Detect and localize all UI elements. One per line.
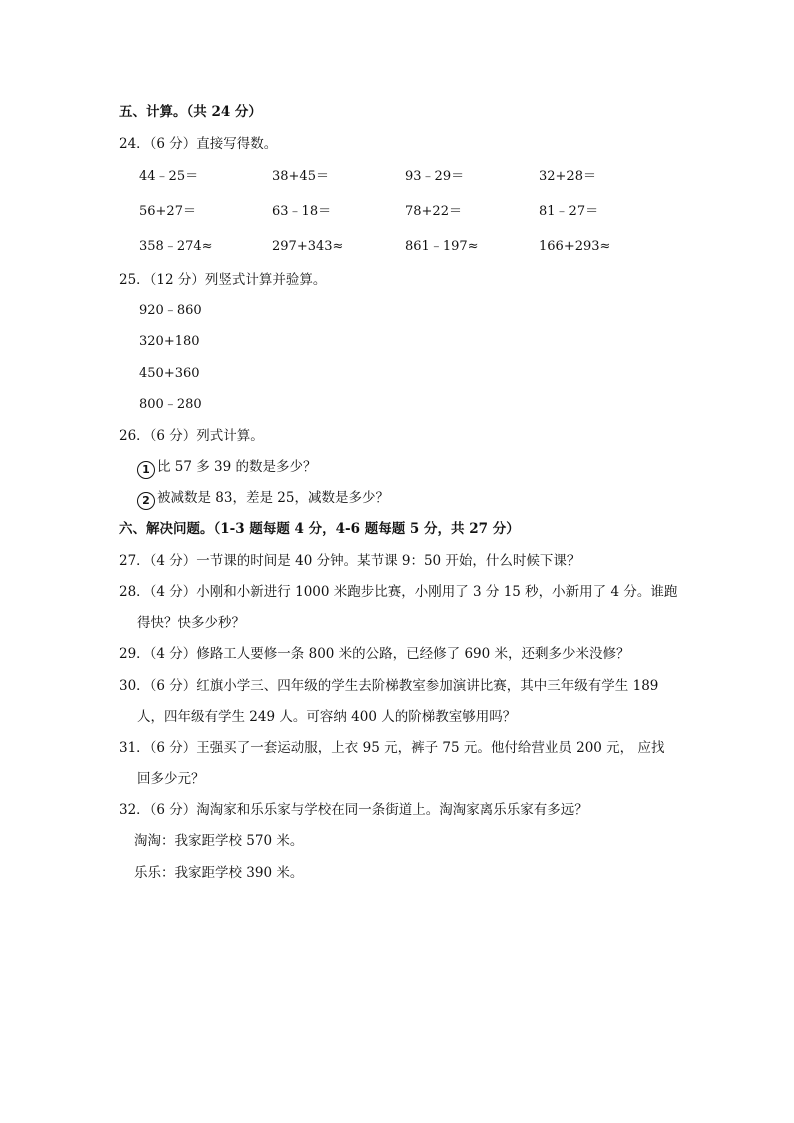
question-32-lele: 乐乐：我家距学校 390 米。	[134, 865, 304, 881]
calc-item: 38+45＝	[272, 169, 329, 184]
question-31-line-1: 31．（6 分）王强买了一套运动服，上衣 95 元，裤子 75 元。他付给营业员 200 元， 应找	[119, 740, 665, 756]
calc-item: 93﹣29＝	[405, 169, 465, 184]
vertical-calc-item: 450+360	[139, 366, 200, 381]
calc-item: 44﹣25＝	[139, 169, 199, 184]
question-25-stem: 25．（12 分）列竖式计算并验算。	[119, 272, 327, 288]
section-5-heading: 五、计算。（共 24 分）	[119, 104, 262, 120]
calc-item: 78+22＝	[405, 204, 462, 219]
question-32-stem: 32．（6 分）淘淘家和乐乐家与学校在同一条街道上。淘淘家离乐乐家有多远？	[119, 802, 588, 818]
calc-item: 81﹣27＝	[539, 204, 599, 219]
calc-item: 63﹣18＝	[272, 204, 332, 219]
section-6-heading: 六、解决问题。（1-3 题每题 4 分，4-6 题每题 5 分，共 27 分）	[119, 521, 520, 537]
circled-number-1: 1	[137, 461, 155, 479]
question-28-line-1: 28．（4 分）小刚和小新进行 1000 米跑步比赛，小刚用了 3 分 15 秒，小新用了 4 分。谁跑	[119, 584, 678, 600]
calc-item: 56+27＝	[139, 204, 196, 219]
question-30-line-1: 30．（6 分）红旗小学三、四年级的学生去阶梯教室参加演讲比赛，其中三年级有学生 189	[119, 678, 659, 694]
vertical-calc-item: 320+180	[139, 334, 200, 349]
question-26-sub-2	[137, 488, 389, 510]
question-28-line-2: 得快？快多少秒？	[137, 615, 245, 631]
question-32-taotao: 淘淘：我家距学校 570 米。	[134, 833, 304, 849]
question-24-stem: 24．（6 分）直接写得数。	[119, 136, 278, 152]
question-26-sub-1-text: 比 57 多 39 的数是多少？	[157, 459, 317, 475]
question-26-stem: 26．（6 分）列式计算。	[119, 428, 264, 444]
question-26-sub-2-text: 被减数是 83，差是 25，减数是多少？	[157, 490, 389, 506]
question-30-line-2: 人，四年级有学生 249 人。可容纳 400 人的阶梯教室够用吗？	[137, 709, 517, 725]
calc-item: 861﹣197≈	[405, 239, 479, 254]
calc-item: 297+343≈	[272, 239, 344, 254]
calc-item: 32+28＝	[539, 169, 596, 184]
circled-number-2: 2	[137, 492, 155, 510]
vertical-calc-item: 800﹣280	[139, 397, 202, 412]
question-29: 29．（4 分）修路工人要修一条 800 米的公路，已经修了 690 米，还剩多少米没修？	[119, 646, 630, 662]
question-27: 27．（4 分）一节课的时间是 40 分钟。某节课 9：50 开始，什么时候下课？	[119, 553, 581, 569]
calc-item: 358﹣274≈	[139, 239, 213, 254]
calc-item: 166+293≈	[539, 239, 611, 254]
question-31-line-2: 回多少元？	[137, 771, 205, 787]
vertical-calc-item: 920﹣860	[139, 303, 202, 318]
question-26-sub-1	[137, 457, 317, 479]
